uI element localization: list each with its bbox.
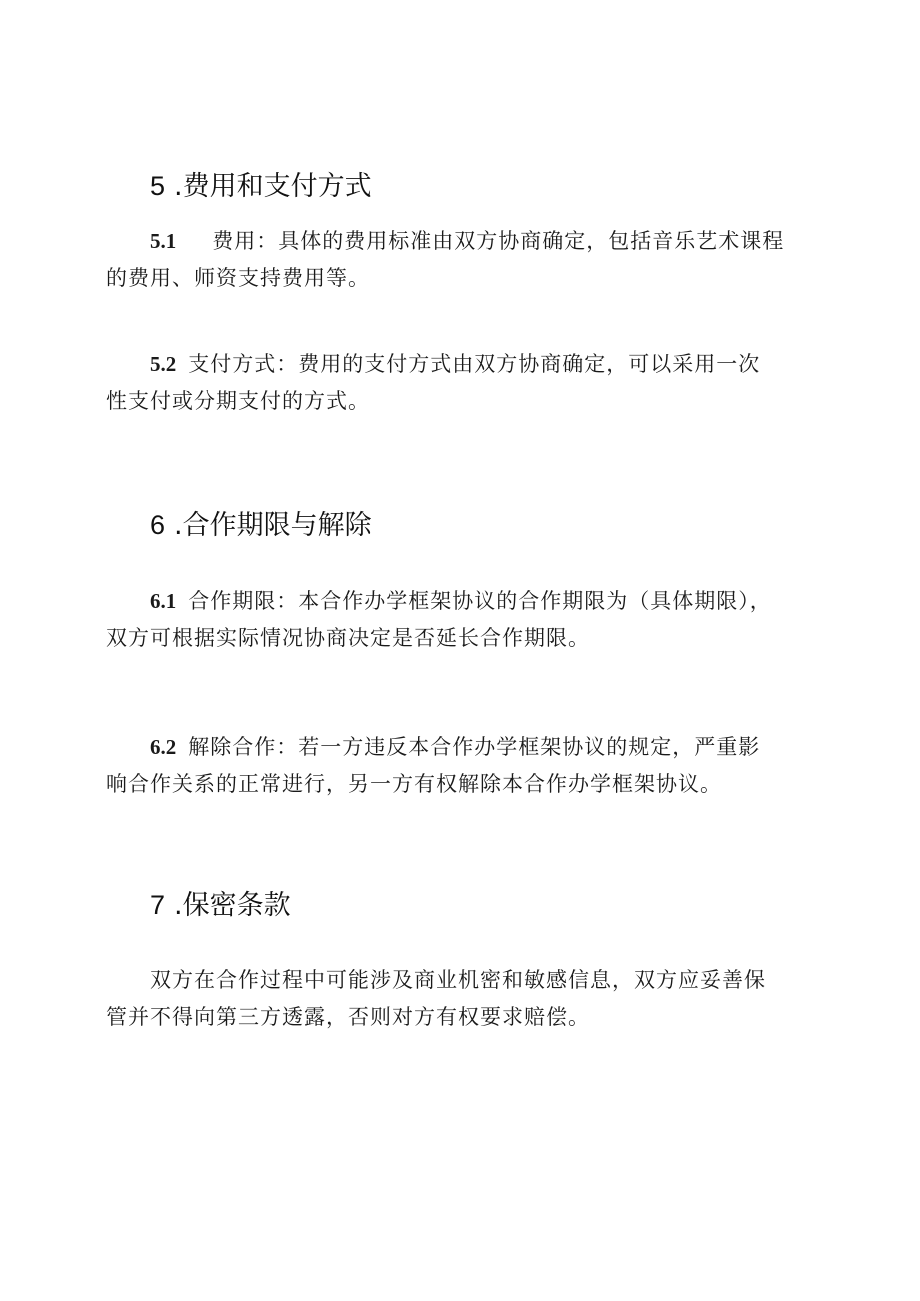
section-heading-6 <box>150 505 372 546</box>
section-number: 5 <box>150 171 166 201</box>
paragraph-line: 的费用、师资支持费用等。 <box>106 266 370 290</box>
clause-5-2 <box>106 346 806 420</box>
clause-number: 5.2 <box>150 352 177 376</box>
section-title: .费用和支付方式 <box>174 171 372 202</box>
paragraph-line <box>106 223 806 260</box>
clause-6-1 <box>106 583 806 657</box>
clause-6-2 <box>106 729 806 803</box>
clause-5-1 <box>106 223 806 297</box>
paragraph-line <box>106 346 806 383</box>
paragraph-line: 双方可根据实际情况协商决定是否延长合作期限。 <box>106 626 590 650</box>
clause-number: 6.1 <box>150 589 177 613</box>
paragraph-line: 响合作关系的正常进行，另一方有权解除本合作办学框架协议。 <box>106 772 722 796</box>
section-title: .保密条款 <box>174 890 291 921</box>
paragraph-line: 性支付或分期支付的方式。 <box>106 389 370 413</box>
clause-text: 合作期限：本合作办学框架协议的合作期限为（具体期限）， <box>188 589 772 613</box>
paragraph-line: 管并不得向第三方透露，否则对方有权要求赔偿。 <box>106 1005 590 1029</box>
clause-number: 6.2 <box>150 735 177 759</box>
section-number: 6 <box>150 510 166 540</box>
clause-text: 解除合作：若一方违反本合作办学框架协议的规定，严重影 <box>188 735 761 759</box>
section-title: .合作期限与解除 <box>174 510 372 541</box>
paragraph-line <box>106 729 806 766</box>
paragraph-line <box>106 583 806 620</box>
paragraph-line: 双方在合作过程中可能涉及商业机密和敏感信息，双方应妥善保 <box>150 968 766 992</box>
clause-text: 费用：具体的费用标准由双方协商确定，包括音乐艺术课程 <box>212 229 785 253</box>
clause-text: 支付方式：费用的支付方式由双方协商确定，可以采用一次 <box>188 352 761 376</box>
section-heading-7 <box>150 885 291 926</box>
section-heading-5 <box>150 166 372 207</box>
section-number: 7 <box>150 890 166 920</box>
confidentiality-paragraph <box>106 962 806 1036</box>
clause-number: 5.1 <box>150 229 177 253</box>
